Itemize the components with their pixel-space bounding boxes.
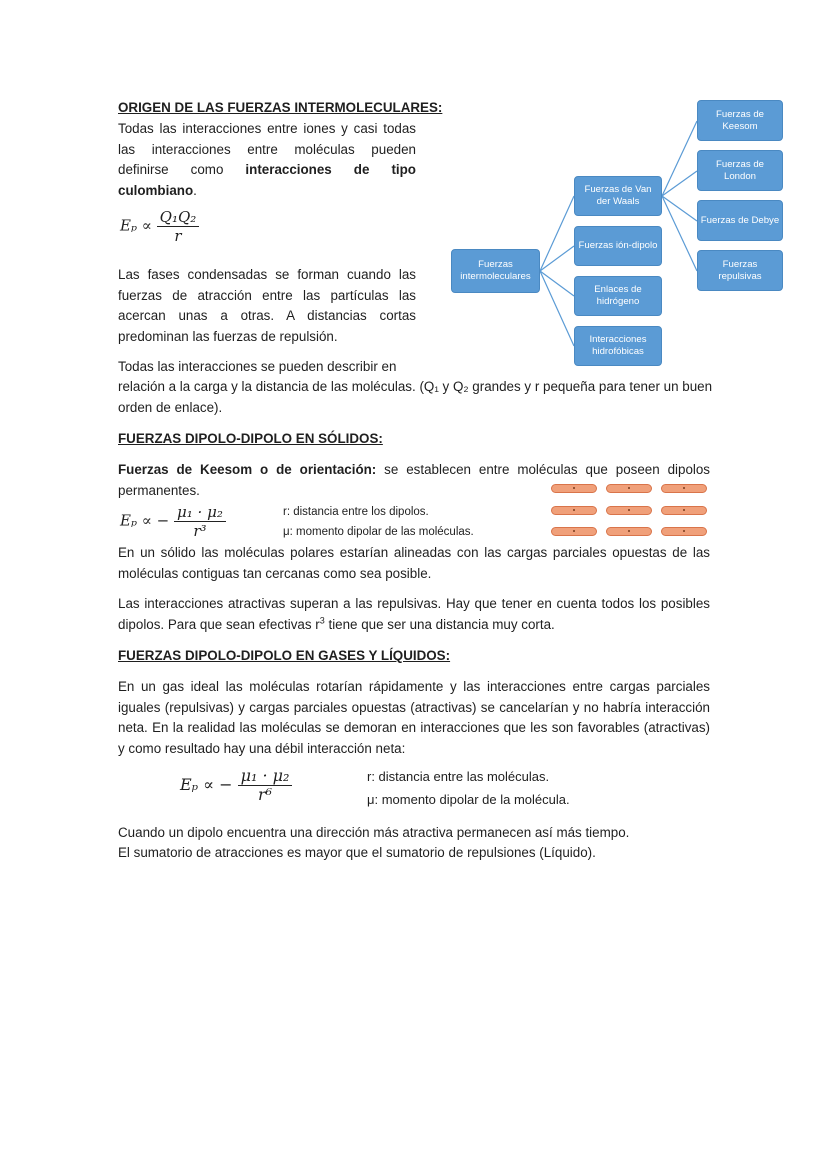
formula-denominator: r bbox=[174, 227, 182, 245]
node-ion-dipole: Fuerzas ión-dipolo bbox=[574, 226, 662, 266]
attractive-text-a: Las interacciones atractivas superan a las repulsivas. Hay que tener en cuenta todos los posibles dipolos. Para que sean efectivas r bbox=[118, 596, 710, 632]
note-mu-molecule: μ: momento dipolar de la molécula. bbox=[367, 792, 570, 807]
formula-numerator: μ₁ · μ₂ bbox=[174, 503, 226, 522]
keesom-formula bbox=[120, 503, 226, 540]
closing-line-2: El sumatorio de atracciones es mayor que el sumatorio de repulsiones (Líquido). bbox=[118, 845, 596, 860]
formula-numerator: Q₁Q₂ bbox=[157, 208, 200, 227]
dipole bbox=[551, 506, 597, 515]
connector-root-hydrophobic bbox=[540, 271, 574, 346]
intro-end: . bbox=[193, 182, 197, 198]
exponent: 3 bbox=[319, 615, 325, 626]
formula-denominator: r³ bbox=[193, 522, 207, 540]
section-heading-solids: FUERZAS DIPOLO-DIPOLO EN SÓLIDOS: bbox=[118, 431, 383, 446]
formula-fraction bbox=[238, 767, 293, 804]
intro-text: Todas las interacciones entre iones y casi todas las interacciones entre moléculas pueden definirse como bbox=[118, 121, 416, 177]
dipole bbox=[661, 484, 707, 493]
note-r-molecules: r: distancia entre las moléculas. bbox=[367, 769, 550, 784]
dipole bbox=[661, 527, 707, 536]
gas-paragraph: En un gas ideal las moléculas rotarían rápidamente y las interacciones entre cargas parciales iguales (repulsivas) y cargas parciales opuestas (atractivas) se cancelarían y no habría interacción neta. En la realidad las moléculas se demoran en interacciones que les son favorables (atractivas) y como resultado hay una débil interacción neta: bbox=[118, 679, 710, 756]
interactions-rest: relación a la carga y la distancia de las moléculas. (Q₁ y Q₂ grandes y r pequeña para tener un buen orden de enlace). bbox=[118, 379, 713, 415]
dipole bbox=[606, 506, 652, 515]
node-hydrophobic: Interacciones hidrofóbicas bbox=[574, 326, 662, 366]
attractive-paragraph bbox=[118, 594, 710, 635]
gas-formula bbox=[180, 767, 292, 804]
keesom-paragraph bbox=[118, 460, 710, 501]
dipole bbox=[661, 506, 707, 515]
dipole bbox=[606, 527, 652, 536]
formula-lhs: Eₚ ∝ bbox=[120, 216, 152, 235]
interactions-line1: Todas las interacciones se pueden describir en bbox=[118, 359, 397, 374]
formula-denominator: r⁶ bbox=[257, 785, 273, 804]
node-intermolecular-forces: Fuerzas intermoleculares bbox=[451, 249, 540, 293]
section-heading-gases: FUERZAS DIPOLO-DIPOLO EN GASES Y LÍQUIDOS: bbox=[118, 648, 451, 663]
connector-root-vdw bbox=[540, 196, 574, 271]
attractive-text-b: tiene que ser una distancia muy corta. bbox=[324, 616, 555, 632]
formula-lhs: Eₚ ∝ − bbox=[120, 511, 170, 530]
dipole bbox=[551, 484, 597, 493]
dipole bbox=[551, 527, 597, 536]
keesom-text: se establecen entre moléculas que poseen dipolos permanentes. bbox=[118, 462, 711, 498]
node-hydrogen-bonds: Enlaces de hidrógeno bbox=[574, 276, 662, 316]
keesom-bold-text: Fuerzas de Keesom o de orientación: bbox=[118, 462, 377, 477]
formula-lhs: Eₚ ∝ − bbox=[180, 775, 233, 794]
condensed-phases-paragraph: Las fases condensadas se forman cuando las fuerzas de atracción entre las partículas las acercan unas a otras. A distancias cortas predominan las fuerzas de repulsión. bbox=[118, 267, 416, 344]
formula-fraction bbox=[174, 503, 226, 540]
node-debye: Fuerzas de Debye bbox=[697, 200, 783, 241]
closing-line-1: Cuando un dipolo encuentra una dirección más atractiva permanecen así más tiempo. bbox=[118, 825, 630, 840]
note-r-dipoles: r: distancia entre los dipolos. bbox=[283, 506, 429, 518]
node-london: Fuerzas de London bbox=[697, 150, 783, 191]
solid-alignment-paragraph: En un sólido las moléculas polares estarían alineadas con las cargas parciales opuestas de las moléculas contiguas tan cercanas como sea posible. bbox=[118, 545, 710, 581]
formula-numerator: μ₁ · μ₂ bbox=[238, 767, 293, 786]
node-keesom: Fuerzas de Keesom bbox=[697, 100, 783, 141]
connector-vdw-repulsive bbox=[662, 196, 697, 271]
connector-vdw-keesom bbox=[662, 121, 697, 196]
dipole bbox=[606, 484, 652, 493]
intro-bold-text: interacciones de tipo culombiano bbox=[118, 162, 416, 198]
node-repulsive: Fuerzas repulsivas bbox=[697, 250, 783, 291]
section-heading-origin: ORIGEN DE LAS FUERZAS INTERMOLECULARES: bbox=[118, 100, 443, 115]
node-van-der-waals: Fuerzas de Van der Waals bbox=[574, 176, 662, 216]
note-mu-molecules: μ: momento dipolar de las moléculas. bbox=[283, 526, 474, 538]
